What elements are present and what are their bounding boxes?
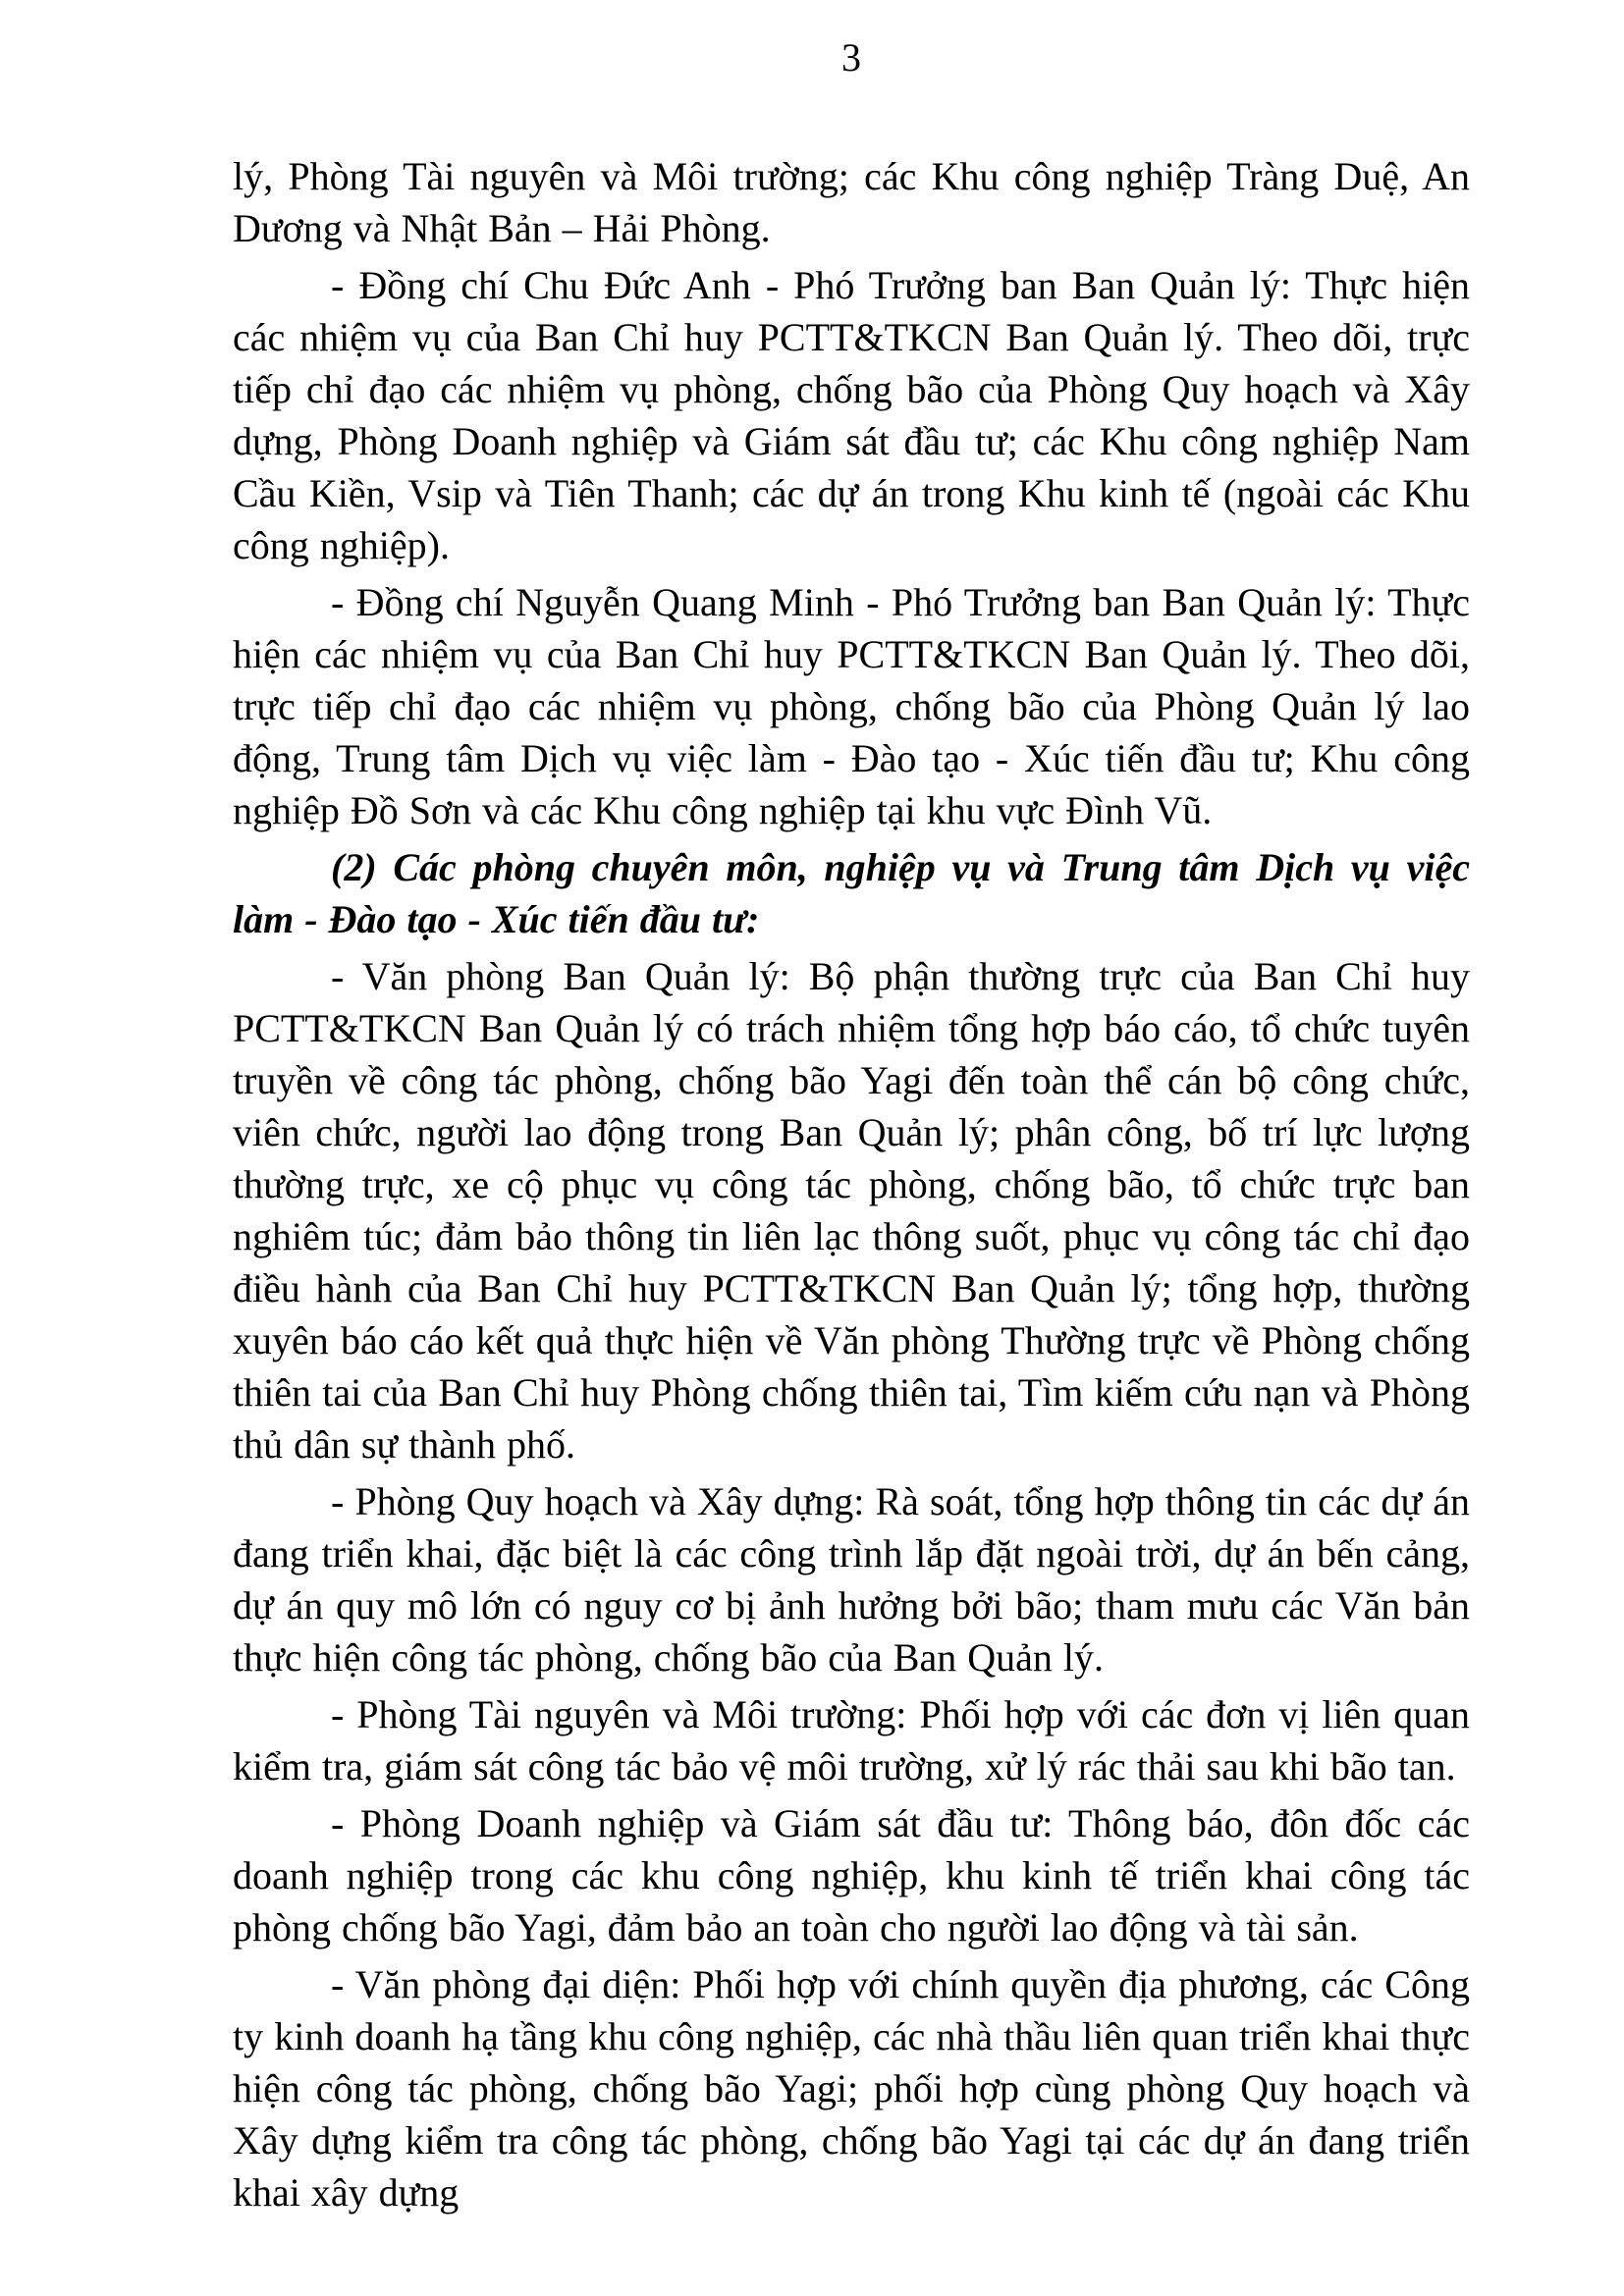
paragraph-phong-tai-nguyen-moi-truong: - Phòng Tài nguyên và Môi trường: Phối hợp với các đơn vị liên quan kiểm tra, giám sát công tác bảo vệ môi trường, xử lý rác thải sau khi bão tan.: [233, 1692, 1470, 1789]
document-body: [233, 150, 1470, 2218]
page-number: 3: [841, 35, 861, 80]
paragraph-phong-quy-hoach-xay-dung: - Phòng Quy hoạch và Xây dựng: Rà soát, tổng hợp thông tin các dự án đang triển khai, đặc biệt là các công trình lắp đặt ngoài trời, dự án bến cảng, dự án quy mô lớn có nguy cơ bị ảnh hưởng bởi bão; tham mưu các Văn bản thực hiện công tác phòng, chống bão của Ban Quản lý.: [233, 1479, 1470, 1680]
paragraph-van-phong-dai-dien: - Văn phòng đại diện: Phối hợp với chính quyền địa phương, các Công ty kinh doanh hạ tầng khu công nghiệp, các nhà thầu liên quan triển khai thực hiện công tác phòng, chống bão Yagi; phối hợp cùng phòng Quy hoạch và Xây dựng kiểm tra công tác phòng, chống bão Yagi tại các dự án đang triển khai xây dựng: [233, 1962, 1470, 2215]
paragraph-assignment-chu-duc-anh: - Đồng chí Chu Đức Anh - Phó Trưởng ban Ban Quản lý: Thực hiện các nhiệm vụ của Ban Chỉ huy PCTT&TKCN Ban Quản lý. Theo dõi, trực tiếp chỉ đạo các nhiệm vụ phòng, chống bão của Phòng Quy hoạch và Xây dựng, Phòng Doanh nghiệp và Giám sát đầu tư; các Khu công nghiệp Nam Cầu Kiền, Vsip và Tiên Thanh; các dự án trong Khu kinh tế (ngoài các Khu công nghiệp).: [233, 263, 1470, 567]
paragraph-assignment-nguyen-quang-minh: - Đồng chí Nguyễn Quang Minh - Phó Trưởng ban Ban Quản lý: Thực hiện các nhiệm vụ của Ban Chỉ huy PCTT&TKCN Ban Quản lý. Theo dõi, trực tiếp chỉ đạo các nhiệm vụ phòng, chống bão của Phòng Quản lý lao động, Trung tâm Dịch vụ việc làm - Đào tạo - Xúc tiến đầu tư; Khu công nghiệp Đồ Sơn và các Khu công nghiệp tại khu vực Đình Vũ.: [233, 580, 1470, 832]
section-heading: (2) Các phòng chuyên môn, nghiệp vụ và Trung tâm Dịch vụ việc làm - Đào tạo - Xúc tiến đầu tư:: [233, 845, 1470, 941]
paragraph-continuation: lý, Phòng Tài nguyên và Môi trường; các Khu công nghiệp Tràng Duệ, An Dương và Nhật Bản – Hải Phòng.: [233, 154, 1470, 250]
paragraph-van-phong-ban-quan-ly: - Văn phòng Ban Quản lý: Bộ phận thường trực của Ban Chỉ huy PCTT&TKCN Ban Quản lý có trách nhiệm tổng hợp báo cáo, tổ chức tuyên truyền về công tác phòng, chống bão Yagi đến toàn thể cán bộ công chức, viên chức, người lao động trong Ban Quản lý; phân công, bố trí lực lượng thường trực, xe cộ phục vụ công tác phòng, chống bão, tổ chức trực ban nghiêm túc; đảm bảo thông tin liên lạc thông suốt, phục vụ công tác chỉ đạo điều hành của Ban Chỉ huy PCTT&TKCN Ban Quản lý; tổng hợp, thường xuyên báo cáo kết quả thực hiện về Văn phòng Thường trực về Phòng chống thiên tai của Ban Chỉ huy Phòng chống thiên tai, Tìm kiếm cứu nạn và Phòng thủ dân sự thành phố.: [233, 954, 1470, 1467]
paragraph-phong-doanh-nghiep-giam-sat: - Phòng Doanh nghiệp và Giám sát đầu tư: Thông báo, đôn đốc các doanh nghiệp trong các khu công nghiệp, khu kinh tế triển khai công tác phòng chống bão Yagi, đảm bảo an toàn cho người lao động và tài sản.: [233, 1801, 1470, 1949]
